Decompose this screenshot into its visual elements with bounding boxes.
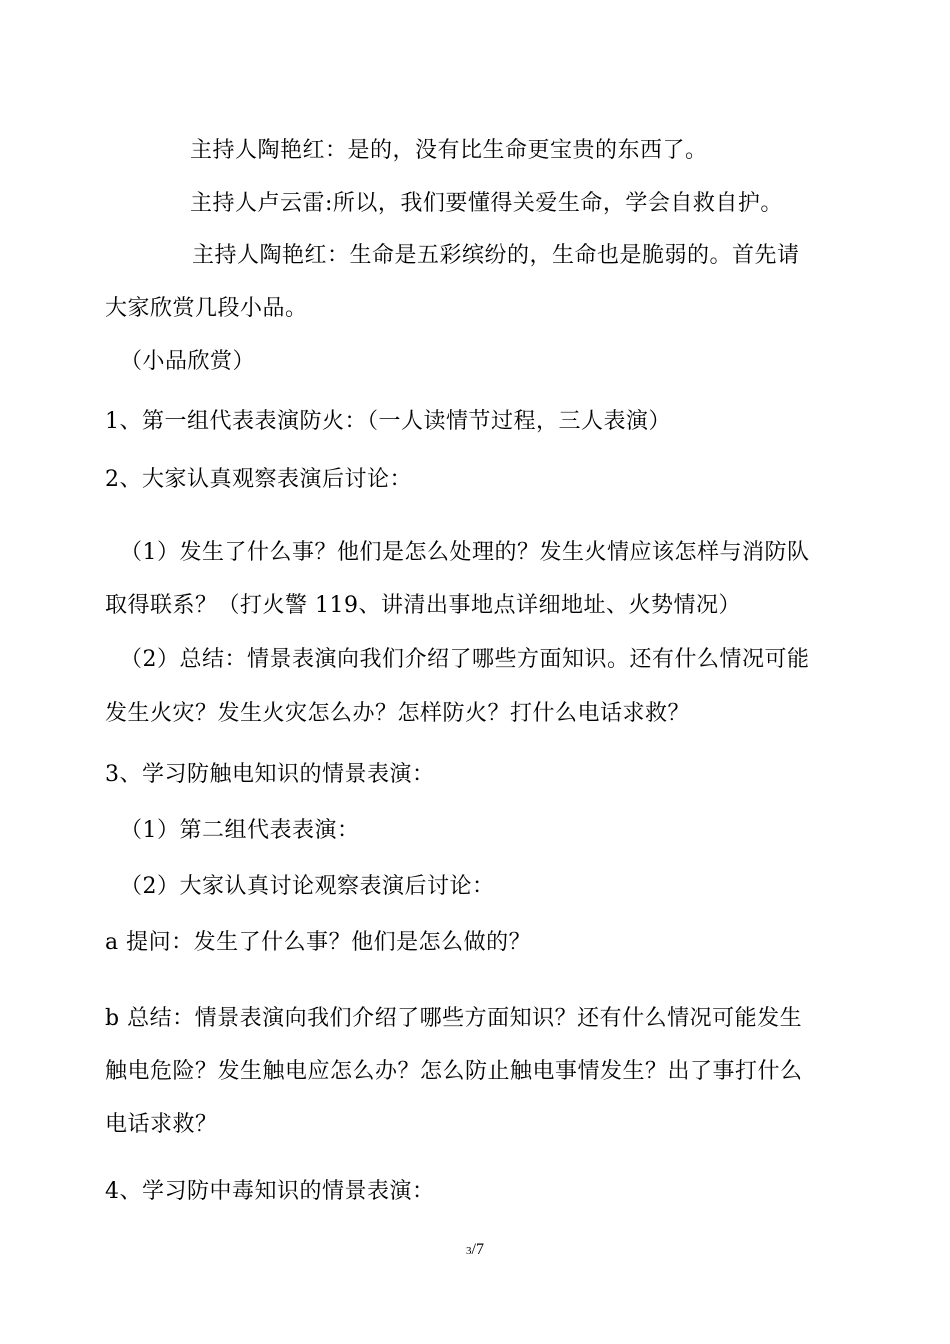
paragraph-line-17: 触电危险？发生触电应怎么办？怎么防止触电事情发生？出了事打什么	[105, 1059, 803, 1084]
paragraph-line-3: 主持人陶艳红：生命是五彩缤纷的，生命也是脆弱的。首先请	[192, 243, 800, 268]
paragraph-line-13: （1）第二组代表表演：	[120, 818, 360, 843]
paragraph-line-11: 发生火灾？发生火灾怎么办？怎样防火？打什么电话求救？	[105, 701, 691, 726]
paragraph-line-16: b 总结：情景表演向我们介绍了哪些方面知识？还有什么情况可能发生	[105, 1006, 803, 1031]
paragraph-line-6: 1、第一组代表表演防火：（一人读情节过程，三人表演）	[105, 409, 671, 434]
paragraph-line-15: a 提问：发生了什么事？他们是怎么做的？	[105, 930, 532, 955]
paragraph-line-19: 4、学习防中毒知识的情景表演：	[105, 1179, 435, 1204]
paragraph-line-7: 2、大家认真观察表演后讨论：	[105, 467, 412, 492]
paragraph-line-1: 主持人陶艳红：是的，没有比生命更宝贵的东西了。	[190, 138, 708, 163]
total-pages: /7	[471, 1241, 484, 1258]
paragraph-line-9: 取得联系？（打火警 119、讲清出事地点详细地址、火势情况）	[105, 593, 741, 618]
paragraph-line-10: （2）总结：情景表演向我们介绍了哪些方面知识。还有什么情况可能	[120, 647, 810, 672]
page-number	[0, 1240, 950, 1261]
current-page-number: 3	[466, 1245, 472, 1257]
paragraph-line-5: （小品欣赏）	[120, 349, 256, 374]
paragraph-line-12: 3、学习防触电知识的情景表演：	[105, 762, 435, 787]
paragraph-line-8: （1）发生了什么事？他们是怎么处理的？发生火情应该怎样与消防队	[120, 540, 810, 565]
paragraph-line-2: 主持人卢云雷:所以，我们要懂得关爱生命，学会自救自护。	[190, 191, 783, 216]
paragraph-line-18: 电话求救？	[105, 1112, 218, 1137]
paragraph-line-14: （2）大家认真讨论观察表演后讨论：	[120, 874, 495, 899]
paragraph-line-4: 大家欣赏几段小品。	[105, 296, 308, 321]
